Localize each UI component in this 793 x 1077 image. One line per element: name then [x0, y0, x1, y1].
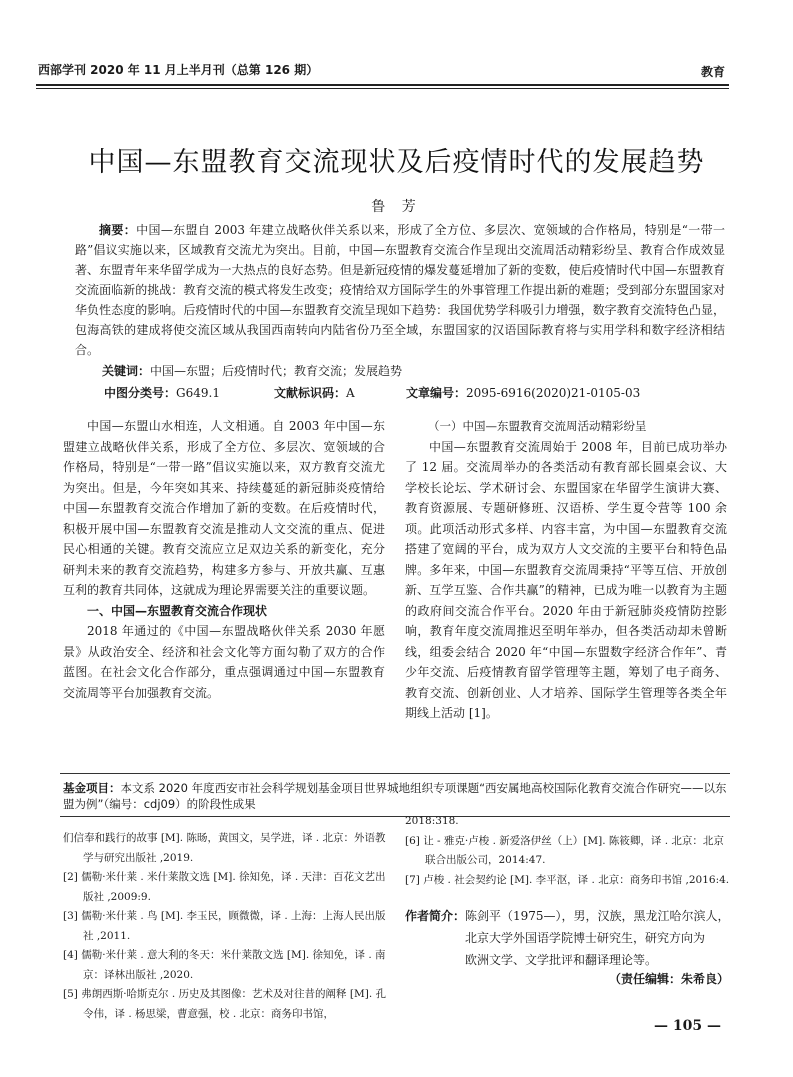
bio-line-2: 北京大学外国语学院博士研究生，研究方向为 [465, 931, 706, 945]
fund-text: 本文系 2020 年度西安市社会科学规划基金项目世界城地组织专项课题“西安属地高校国际化教育交流合作研究——以东盟为例”（编号：cdj09）的阶段性成果 [63, 781, 727, 811]
author-name: 鲁 芳 [371, 199, 422, 215]
author-bio [405, 905, 730, 971]
journal-header: 西部学刊 2020 年 11 月上半月刊（总第 126 期） [38, 63, 319, 77]
paragraph-3: 中国—东盟教育交流周始于 2008 年，目前已成功举办了 12 届。交流周举办的各类活动有教育部长圆桌会议、大学校长论坛、学术研讨会、东盟国家在华留学生演讲大赛、教育资源展、专题研修班、汉语桥、学生夏令营等 100 余项。此项活动形式多样、内容丰富，为中国—东盟教育交流搭建了宽阔的平台，成为双方人文交流的主要平台和特色品牌。多年来，中国—东盟教育交流周秉持“平等互信、开放创新、互学互鉴、合作共赢”的精神，已成为唯一以教育为主题的政府间交流合作平台。2020 年由于新冠肺炎疫情防控影响，教育年度交流周推迟至明年举办，但各类活动却未曾断线，组委会结合 2020 年“中国—东盟数字经济合作年”、青少年交流、后疫情教育留学管理等主题，筹划了电子商务、教育交流、创新创业、人才培养、国际学生管理等各类全年期线上活动 [1]。 [405, 439, 727, 720]
reference-item: [3] 儒勒·米什莱 . 鸟 [M]. 李玉民，顾微微，译 . 上海：上海人民出版社 ,2011. [63, 910, 386, 942]
bio-line-1: 陈剑平（1975—），男，汉族，黑龙江哈尔滨人， [465, 909, 730, 923]
subsection-heading-1: （一）中国—东盟教育交流周活动精彩纷呈 [428, 419, 647, 433]
references-left [63, 829, 391, 1024]
abstract-text: 中国—东盟自 2003 年建立战略伙伴关系以来，形成了全方位、多层次、宽领域的合作格局，特别是“一带一路”倡议实施以来，区域教育交流尤为突出。目前，中国—东盟教育交流合作呈现出交流周活动精彩纷呈、教育合作成效显著、东盟青年来华留学成为一大热点的良好态势。但是新冠疫情的爆发蔓延增加了新的变数，使后疫情时代中国—东盟教育交流面临新的挑战：教育交流的模式将发生改变；疫情给双方国际学生的外事管理工作提出新的难题；受到部分东盟国家对华负性态度的影响。后疫情时代的中国—东盟教育交流呈现如下趋势：我国优势学科吸引力增强，数字教育交流特色凸显，包海高铁的建成将使交流区域从我国西南转向内陆省份乃至全域，东盟国家的汉语国际教育将与实用学科和数字经济相结合。 [75, 223, 725, 357]
abstract-label: 摘要： [99, 223, 137, 237]
reference-item: [5] 弗朗西斯·哈斯克尔 . 历史及其图像：艺术及对往昔的阐释 [M]. 孔令伟，译 . 杨思梁，曹意强，校 . 北京：商务印书馆， [63, 988, 387, 1020]
reference-item: [4] 儒勒·米什莱 . 意大利的冬天：米什莱散文选 [M]. 徐知免，译 . 南京：译林出版社 ,2020. [63, 949, 386, 981]
fund-note [63, 780, 728, 812]
keywords [102, 362, 402, 379]
header-rule [36, 84, 729, 86]
doc-code-label: 文献标识码： [274, 386, 347, 400]
intro-paragraph: 中国—东盟山水相连，人文相通。自 2003 年中国—东盟建立战略伙伴关系，形成了全方位、多层次、宽领域的合作格局，特别是“一带一路”倡议实施以来，双方教育交流尤为突出。但是，今年突如其来、持续蔓延的新冠肺炎疫情给中国—东盟教育交流合作增加了新的变数。在后疫情时代，积极开展中国—东盟教育交流是推动人文交流的重点、促进民心相通的关键。教育交流应立足双边关系的新变化，充分研判未来的教育交流趋势，构建多方参与、开放共赢、互惠互利的教育共同体，这就成为理论界需要关注的重要议题。 [63, 419, 385, 597]
doc-code-text: A [346, 386, 355, 400]
bio-line-3: 欧洲文学、文学批评和翻译理论等。 [465, 953, 658, 967]
bio-label: 作者简介： [405, 909, 466, 923]
reference-item: [6] 让 - 雅克·卢梭 . 新爱洛伊丝（上）[M]. 陈筱卿，译 . 北京：北京联合出版公司，2014:47. [405, 834, 724, 866]
left-column [63, 416, 385, 703]
page-number: — 105 — [654, 1018, 721, 1034]
abstract [75, 220, 725, 360]
header-rule-thin [36, 88, 729, 89]
references-right [405, 812, 730, 890]
section-heading-1: 一、中国—东盟教育交流合作现状 [87, 603, 268, 618]
article-number [406, 384, 640, 401]
right-column [405, 416, 727, 724]
reference-item: [7] 卢梭 . 社会契约论 [M]. 李平沤，译 . 北京：商务印书馆 ,2016:4. [405, 873, 730, 886]
classification-text: G649.1 [176, 386, 220, 400]
paragraph-2: 2018 年通过的《中国—东盟战略伙伴关系 2030 年愿景》从政治安全、经济和社会文化等方面勾勒了双方的合作蓝图。在社会文化合作部分，重点强调通过中国—东盟教育交流周等平台加强教育交流。 [63, 624, 385, 700]
keywords-text: 中国—东盟；后疫情时代；教育交流；发展趋势 [150, 364, 403, 378]
section-label: 教育 [700, 65, 725, 79]
article-title: 中国—东盟教育交流现状及后疫情时代的发展趋势 [88, 147, 705, 178]
responsible-editor: （责任编辑：朱希良） [608, 972, 729, 986]
reference-item: [2] 儒勒·米什莱 . 米什莱散文选 [M]. 徐知免，译 . 天津：百花文艺出版社 ,2009:9. [63, 871, 386, 903]
fund-rule [60, 773, 730, 774]
doc-code [274, 384, 355, 401]
article-number-label: 文章编号： [406, 386, 467, 400]
fund-label: 基金项目： [63, 781, 121, 795]
reference-item: 2018:318. [405, 815, 459, 827]
classification-label: 中图分类号： [104, 386, 177, 400]
reference-item: 们信奉和践行的故事 [M]. 陈旸，黄国文，吴学进，译 . 北京：外语教学与研究出版社 ,2019. [63, 832, 386, 864]
article-number-text: 2095-6916(2020)21-0105-03 [466, 386, 641, 400]
classification [104, 384, 220, 401]
keywords-label: 关键词： [102, 364, 151, 378]
